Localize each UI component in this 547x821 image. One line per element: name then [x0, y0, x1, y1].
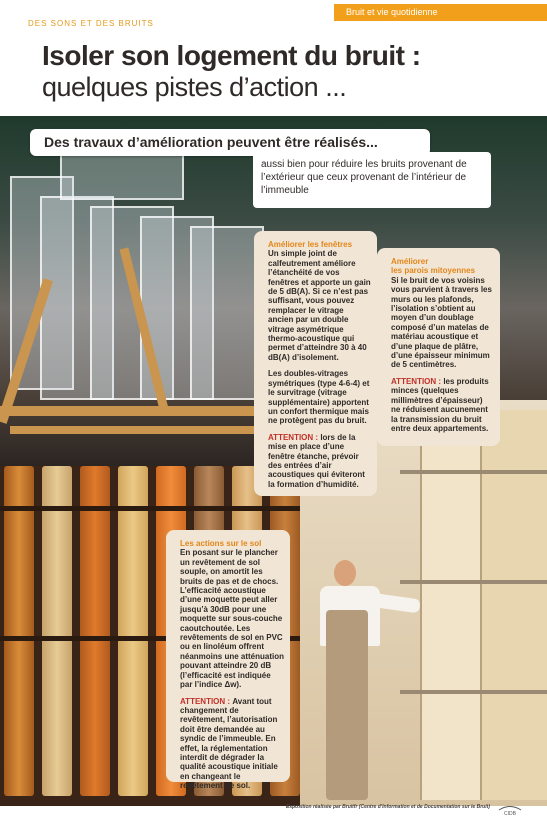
- banner-heading: Des travaux d’amélioration peuvent être réalisés...: [44, 134, 378, 150]
- page-title: Isoler son logement du bruit :: [42, 40, 421, 71]
- section-label: DES SONS ET DES BRUITS: [28, 19, 154, 28]
- floor-warning-label: ATTENTION :: [180, 696, 231, 706]
- worker-head: [334, 560, 356, 586]
- walls-info-box: [377, 248, 500, 446]
- logo-text: CIDB: [504, 811, 516, 816]
- floor-text-1: En posant sur le plancher un revêtement de sol souple, on amortit les bruits de pas et de chocs. L’efficacité acoustique d’une moquette peut aller jusqu’à 30dB pour une moquette sur sous-couche caoutchoutée. Les revêtements de sol en PVC ou en linoléum offrent néanmoins une atténuation pouvant atteindre 20 dB (l’efficacité est indiquée par l’indice Δw).: [180, 548, 285, 690]
- floor-warning-text: Avant tout changement de revêtement, l’autorisation doit être demandée au syndic de l’immeuble. En effet, la réglementation interdit de dégrader la qualité acoustique initiale en changeant le revêtement de sol.: [180, 696, 278, 791]
- walls-heading-1: Améliorer: [391, 257, 429, 266]
- windows-text-1: Un simple joint de calfeutrement améliore l’étanchéité de vos fenêtres et apporte un gain de 5 dB(A). Si ce n’est pas suffisant, vous pouvez remplacer le vitrage ancien par un double vitrage asymétrique thermo-acoustique qui permet d’atteindre 30 à 40 dB(A) d’isolement.: [268, 249, 371, 362]
- walls-heading-2: les parois mitoyennes: [391, 266, 476, 276]
- windows-heading: Améliorer les fenêtres: [268, 240, 353, 249]
- walls-text-1: Si le bruit de vos voisins vous parvient à travers les murs ou les plafonds, l’isolation s’obtient au moyen d’un doublage composé d’un matelas de matériau acoustique et d’une plaque de plâtre, d’une épaisseur minimum de 5 centimètres.: [391, 275, 492, 370]
- banner-subtitle: aussi bien pour réduire les bruits provenant de l’extérieur que ceux provenant de l’intérieur de l’immeuble: [261, 159, 467, 196]
- theme-tab: Bruit et vie quotidienne: [334, 4, 547, 21]
- floor-info-box: [166, 530, 290, 791]
- windows-warning-text: lors de la mise en place d’une fenêtre étanche, prévoir des entrées d’air acoustiques qui éviteront la formation d’humidité.: [268, 432, 365, 489]
- windows-info-box: [254, 231, 377, 496]
- footer-credit: Exposition réalisée par Bruitfr (Centre d’Information et de Documentation sur le Bruit): [286, 804, 490, 810]
- page-subtitle: quelques pistes d’action ...: [42, 72, 347, 102]
- windows-text-2: Les doubles-vitrages symétriques (type 4-6-4) et le survitrage (vitrage supplémentaire) apportent un confort thermique mais ne protègent pas du bruit.: [268, 369, 370, 426]
- windows-warning-label: ATTENTION :: [268, 432, 319, 442]
- worker-overalls: [326, 610, 368, 800]
- walls-warning-label: ATTENTION :: [391, 376, 442, 386]
- cidb-logo: [497, 802, 523, 816]
- walls-warning-text: les produits minces (quelques millimètres d’épaisseur) ne réduisent aucunement la transmission du bruit entre deux appartements.: [391, 376, 489, 433]
- floor-heading: Les actions sur le sol: [180, 539, 262, 548]
